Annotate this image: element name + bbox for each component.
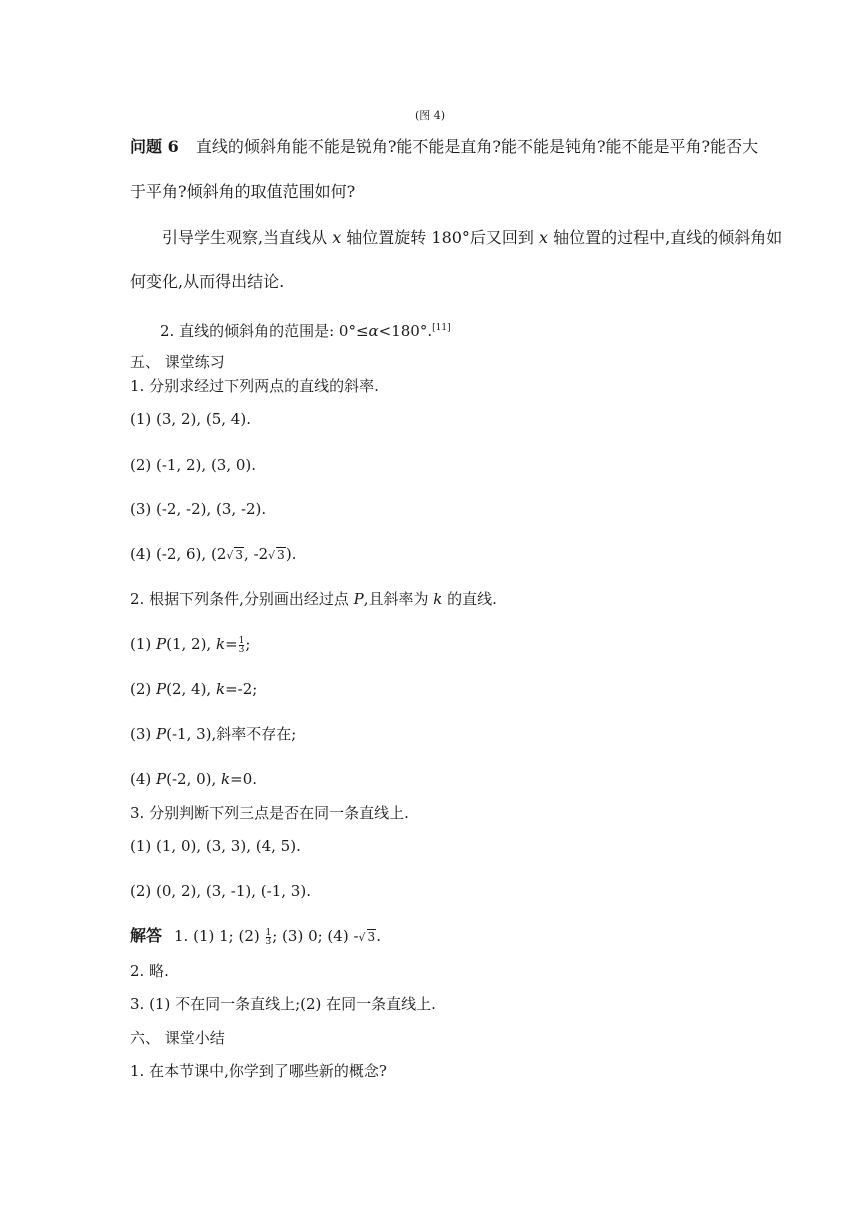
ex2-item4-P: P — [156, 770, 167, 788]
summary-question-1: 1. 在本节课中,你学到了哪些新的概念? — [130, 1062, 387, 1080]
exercise-2-prompt — [130, 589, 497, 609]
exercise-3-prompt: 3. 分别判断下列三点是否在同一条直线上. — [130, 804, 409, 822]
exercise-1-prompt: 1. 分别求经过下列两点的直线的斜率. — [130, 377, 379, 395]
exercise-1-item-4 — [130, 544, 296, 566]
ex2-item2-k: k — [215, 680, 226, 698]
exercise-1-item-1: (1) (3, 2), (5, 4). — [130, 410, 251, 428]
ex2-item2-a: (2) — [130, 680, 157, 698]
sqrt-sign: √ — [358, 931, 366, 944]
ex2-var-P: P — [353, 590, 364, 608]
sqrt-radicand-2: 3 — [277, 548, 285, 562]
fraction-numerator: 1 — [265, 927, 272, 938]
answer-label: 解答 — [130, 926, 163, 945]
ex2-item3-b: (-1, 3),斜率不存在; — [166, 725, 297, 743]
ex2-item3-a: (3) — [130, 725, 157, 743]
answer-line-3: 3. (1) 不在同一条直线上;(2) 在同一条直线上. — [130, 995, 436, 1013]
fraction-one-third — [266, 929, 272, 946]
question-6-text-1: 直线的倾斜角能不能是锐角?能不能是直角?能不能是钝角?能不能是平角?能否大 — [195, 137, 759, 156]
ex2-item2-P: P — [156, 680, 167, 698]
guide-line-2: 何变化,从而得出结论. — [130, 272, 285, 291]
question-6-line-2: 于平角?倾斜角的取值范围如何? — [130, 182, 356, 201]
exercise-2-item-1 — [130, 634, 250, 654]
exercise-3-item-1: (1) (1, 0), (3, 3), (4, 5). — [130, 837, 301, 855]
ex2-item1-b: (1, 2), — [166, 635, 216, 653]
fraction-one-third — [239, 637, 245, 654]
answer-line-1 — [130, 926, 381, 948]
ex2-prompt-b: ,且斜率为 — [363, 590, 434, 608]
sqrt-radicand: 3 — [367, 930, 376, 944]
answer-1-b: ; (3) 0; (4) - — [272, 927, 359, 945]
ex2-item4-a: (4) — [130, 770, 157, 788]
exercise-1-item-2: (2) (-1, 2), (3, 0). — [130, 456, 257, 474]
sqrt-radicand-1: 3 — [235, 548, 243, 562]
fraction-denominator: 3 — [265, 936, 272, 947]
ex2-item4-b: (-2, 0), — [166, 770, 222, 788]
sqrt-sign: √ — [268, 549, 276, 562]
exercise-3-item-2: (2) (0, 2), (3, -1), (-1, 3). — [130, 882, 311, 900]
ex2-var-k: k — [433, 590, 443, 608]
ex1-item4-text-c: ). — [285, 545, 297, 563]
guide-text-c: 轴位置的过程中,直线的倾斜角如 — [548, 228, 783, 247]
exercise-2-item-4 — [130, 769, 257, 789]
guide-line-1 — [162, 228, 782, 248]
fraction-numerator: 1 — [238, 635, 245, 646]
question-6-line-1 — [130, 137, 758, 157]
ex2-prompt-a: 2. 根据下列条件,分别画出经过点 — [130, 590, 354, 608]
conclusion-text-b: <180°. — [378, 322, 433, 340]
guide-var-x2: x — [539, 228, 549, 247]
ex1-item4-text-b: , -2 — [244, 545, 269, 563]
ex2-item1-c: = — [225, 635, 238, 653]
question-6-label: 问题 6 — [130, 137, 179, 156]
ex2-prompt-c: 的直线. — [442, 590, 497, 608]
answer-1-c: . — [376, 927, 381, 945]
conclusion-alpha: α — [368, 322, 379, 340]
citation-ref: [11] — [432, 323, 451, 333]
exercise-2-item-3 — [130, 724, 296, 744]
conclusion-line — [160, 318, 451, 341]
ex2-item2-c: =-2; — [225, 680, 258, 698]
conclusion-text-a: 2. 直线的倾斜角的范围是: 0°≤ — [160, 322, 369, 340]
guide-var-x1: x — [332, 228, 342, 247]
guide-text-a: 引导学生观察,当直线从 — [162, 228, 333, 247]
fraction-denominator: 3 — [238, 644, 245, 655]
ex2-item4-k: k — [221, 770, 231, 788]
figure-caption: (图 4) — [415, 109, 446, 122]
ex2-item2-b: (2, 4), — [166, 680, 216, 698]
ex2-item3-P: P — [156, 725, 167, 743]
ex2-item1-k: k — [215, 635, 226, 653]
ex2-item4-c: =0. — [230, 770, 258, 788]
sqrt-sign: √ — [226, 549, 234, 562]
exercise-2-item-2 — [130, 679, 257, 699]
section-5-heading: 五、 课堂练习 — [130, 353, 225, 371]
ex1-item4-text-a: (4) (-2, 6), (2 — [130, 545, 227, 563]
section-6-heading: 六、 课堂小结 — [130, 1029, 225, 1047]
exercise-1-item-3: (3) (-2, -2), (3, -2). — [130, 500, 267, 518]
answer-1-a: 1. (1) 1; (2) — [174, 927, 265, 945]
guide-text-b: 轴位置旋转 180°后又回到 — [341, 228, 540, 247]
ex2-item1-d: ; — [245, 635, 251, 653]
ex2-item1-a: (1) — [130, 635, 157, 653]
ex2-item1-P: P — [156, 635, 167, 653]
answer-line-2: 2. 略. — [130, 962, 169, 980]
